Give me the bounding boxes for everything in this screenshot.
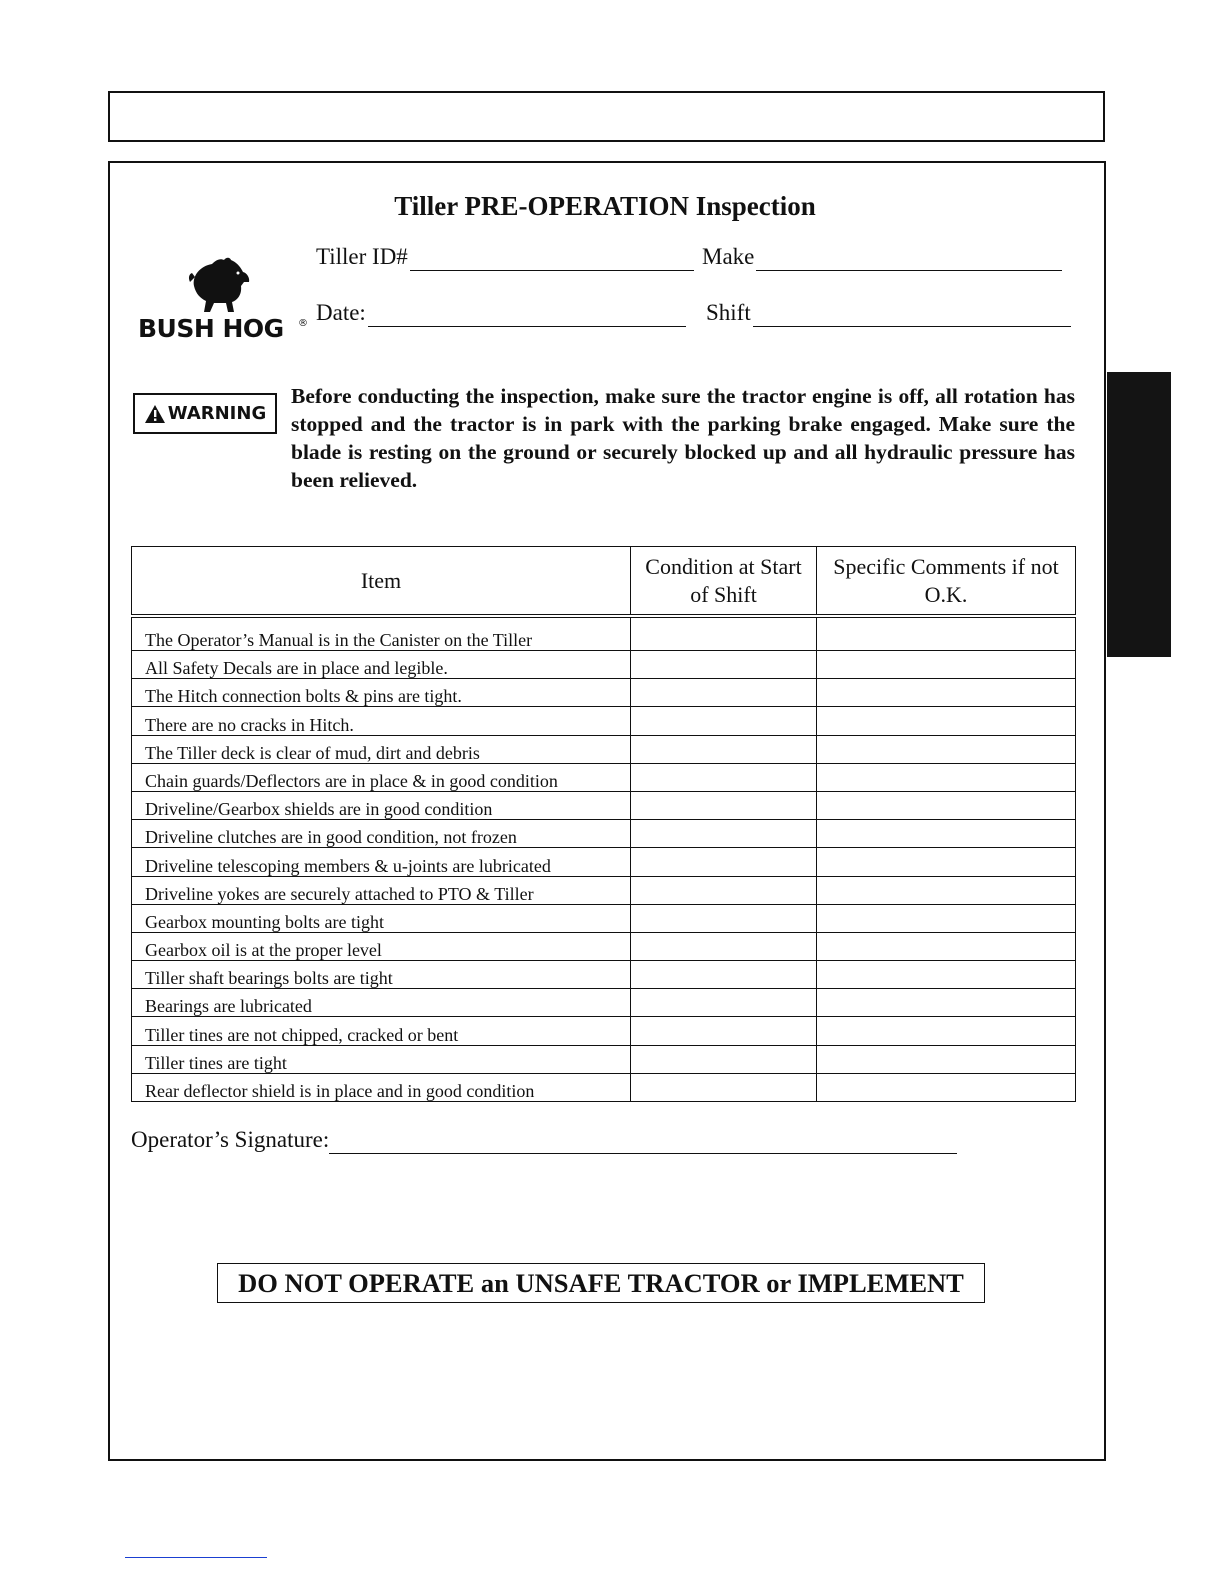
checklist-row	[132, 904, 1076, 932]
checklist-row	[132, 1073, 1076, 1101]
checklist-item-text: Driveline/Gearbox shields are in good condition	[132, 791, 631, 819]
comments-cell[interactable]	[817, 679, 1076, 707]
condition-cell[interactable]	[631, 735, 817, 763]
checklist-item-text: Driveline clutches are in good condition, not frozen	[132, 820, 631, 848]
section-tab	[1107, 372, 1171, 657]
condition-cell[interactable]	[631, 961, 817, 989]
checklist-row	[132, 961, 1076, 989]
checklist-row	[132, 1017, 1076, 1045]
make-label: Make	[702, 244, 755, 269]
comments-cell[interactable]	[817, 989, 1076, 1017]
checklist-row	[132, 848, 1076, 876]
checklist-item-text: Tiller tines are tight	[132, 1045, 631, 1073]
condition-cell[interactable]	[631, 679, 817, 707]
comments-cell[interactable]	[817, 735, 1076, 763]
checklist-row	[132, 989, 1076, 1017]
condition-cell[interactable]	[631, 1017, 817, 1045]
boar-icon	[186, 256, 256, 314]
checklist-item-text: The Operator’s Manual is in the Canister on the Tiller	[132, 616, 631, 651]
logo-brand-text: BUSH HOG	[138, 314, 284, 343]
comments-cell[interactable]	[817, 932, 1076, 960]
checklist-item-text: Driveline yokes are securely attached to PTO & Tiller	[132, 876, 631, 904]
checklist-row	[132, 707, 1076, 735]
comments-cell[interactable]	[817, 651, 1076, 679]
bush-hog-logo	[138, 256, 310, 346]
checklist-row	[132, 932, 1076, 960]
form-title: Tiller PRE-OPERATION Inspection	[394, 191, 816, 221]
comments-cell[interactable]	[817, 876, 1076, 904]
checklist-row	[132, 616, 1076, 651]
page-header-box	[108, 91, 1105, 142]
shift-line[interactable]	[753, 304, 1071, 327]
checklist-row	[132, 735, 1076, 763]
condition-cell[interactable]	[631, 707, 817, 735]
comments-cell[interactable]	[817, 961, 1076, 989]
checklist-item-text: Gearbox oil is at the proper level	[132, 932, 631, 960]
comments-cell[interactable]	[817, 1073, 1076, 1101]
tiller-id-label: Tiller ID#	[316, 244, 408, 269]
registered-mark: ®	[298, 318, 308, 329]
condition-cell[interactable]	[631, 616, 817, 651]
checklist-row	[132, 876, 1076, 904]
checklist-item-text: The Tiller deck is clear of mud, dirt and debris	[132, 735, 631, 763]
warning-badge	[133, 393, 277, 434]
operator-signature-field[interactable]	[131, 1126, 957, 1154]
inspection-checklist	[131, 546, 1076, 1102]
checklist-item-text: Tiller shaft bearings bolts are tight	[132, 961, 631, 989]
page-link-underline[interactable]	[125, 1557, 267, 1558]
warning-badge-label: WARNING	[167, 403, 267, 424]
checklist-row	[132, 820, 1076, 848]
condition-cell[interactable]	[631, 820, 817, 848]
header-item: Item	[132, 547, 631, 617]
signature-line[interactable]	[329, 1131, 957, 1154]
comments-cell[interactable]	[817, 791, 1076, 819]
comments-cell[interactable]	[817, 904, 1076, 932]
date-field[interactable]	[316, 299, 686, 327]
shift-field[interactable]	[706, 299, 1071, 327]
condition-cell[interactable]	[631, 763, 817, 791]
comments-cell[interactable]	[817, 763, 1076, 791]
make-line[interactable]	[756, 248, 1062, 271]
condition-cell[interactable]	[631, 651, 817, 679]
warning-triangle-icon	[144, 404, 166, 424]
header-comments: Specific Comments if not O.K.	[817, 547, 1076, 617]
condition-cell[interactable]	[631, 1045, 817, 1073]
tiller-id-field[interactable]	[316, 243, 694, 271]
comments-cell[interactable]	[817, 707, 1076, 735]
condition-cell[interactable]	[631, 876, 817, 904]
comments-cell[interactable]	[817, 616, 1076, 651]
checklist-item-text: Driveline telescoping members & u-joints are lubricated	[132, 848, 631, 876]
checklist-item-text: All Safety Decals are in place and legible.	[132, 651, 631, 679]
shift-label: Shift	[706, 300, 751, 325]
checklist-item-text: Gearbox mounting bolts are tight	[132, 904, 631, 932]
checklist-item-text: Rear deflector shield is in place and in good condition	[132, 1073, 631, 1101]
checklist-row	[132, 1045, 1076, 1073]
checklist-row	[132, 763, 1076, 791]
condition-cell[interactable]	[631, 932, 817, 960]
make-field[interactable]	[702, 243, 1062, 271]
condition-cell[interactable]	[631, 791, 817, 819]
unsafe-operation-warning: DO NOT OPERATE an UNSAFE TRACTOR or IMPLEMENT	[217, 1263, 985, 1303]
checklist-header-row	[132, 547, 1076, 617]
checklist-row	[132, 679, 1076, 707]
tiller-id-line[interactable]	[410, 248, 694, 271]
header-condition: Condition at Start of Shift	[631, 547, 817, 617]
condition-cell[interactable]	[631, 848, 817, 876]
date-line[interactable]	[368, 304, 686, 327]
checklist-item-text: Tiller tines are not chipped, cracked or bent	[132, 1017, 631, 1045]
checklist-row	[132, 651, 1076, 679]
warning-text: Before conducting the inspection, make sure the tractor engine is off, all rotation has stopped and the tractor is in park with the parking brake engaged. Make sure the blade is resting on the ground or securely blocked up and all hydraulic pressure has been relieved.	[291, 384, 1075, 492]
comments-cell[interactable]	[817, 1017, 1076, 1045]
checklist-item-text: Chain guards/Deflectors are in place & in good condition	[132, 763, 631, 791]
checklist-item-text: Bearings are lubricated	[132, 989, 631, 1017]
date-label: Date:	[316, 300, 366, 325]
checklist-item-text: There are no cracks in Hitch.	[132, 707, 631, 735]
condition-cell[interactable]	[631, 989, 817, 1017]
condition-cell[interactable]	[631, 904, 817, 932]
comments-cell[interactable]	[817, 1045, 1076, 1073]
checklist-row	[132, 791, 1076, 819]
condition-cell[interactable]	[631, 1073, 817, 1101]
comments-cell[interactable]	[817, 848, 1076, 876]
signature-label: Operator’s Signature:	[131, 1127, 330, 1152]
comments-cell[interactable]	[817, 820, 1076, 848]
checklist-item-text: The Hitch connection bolts & pins are tight.	[132, 679, 631, 707]
